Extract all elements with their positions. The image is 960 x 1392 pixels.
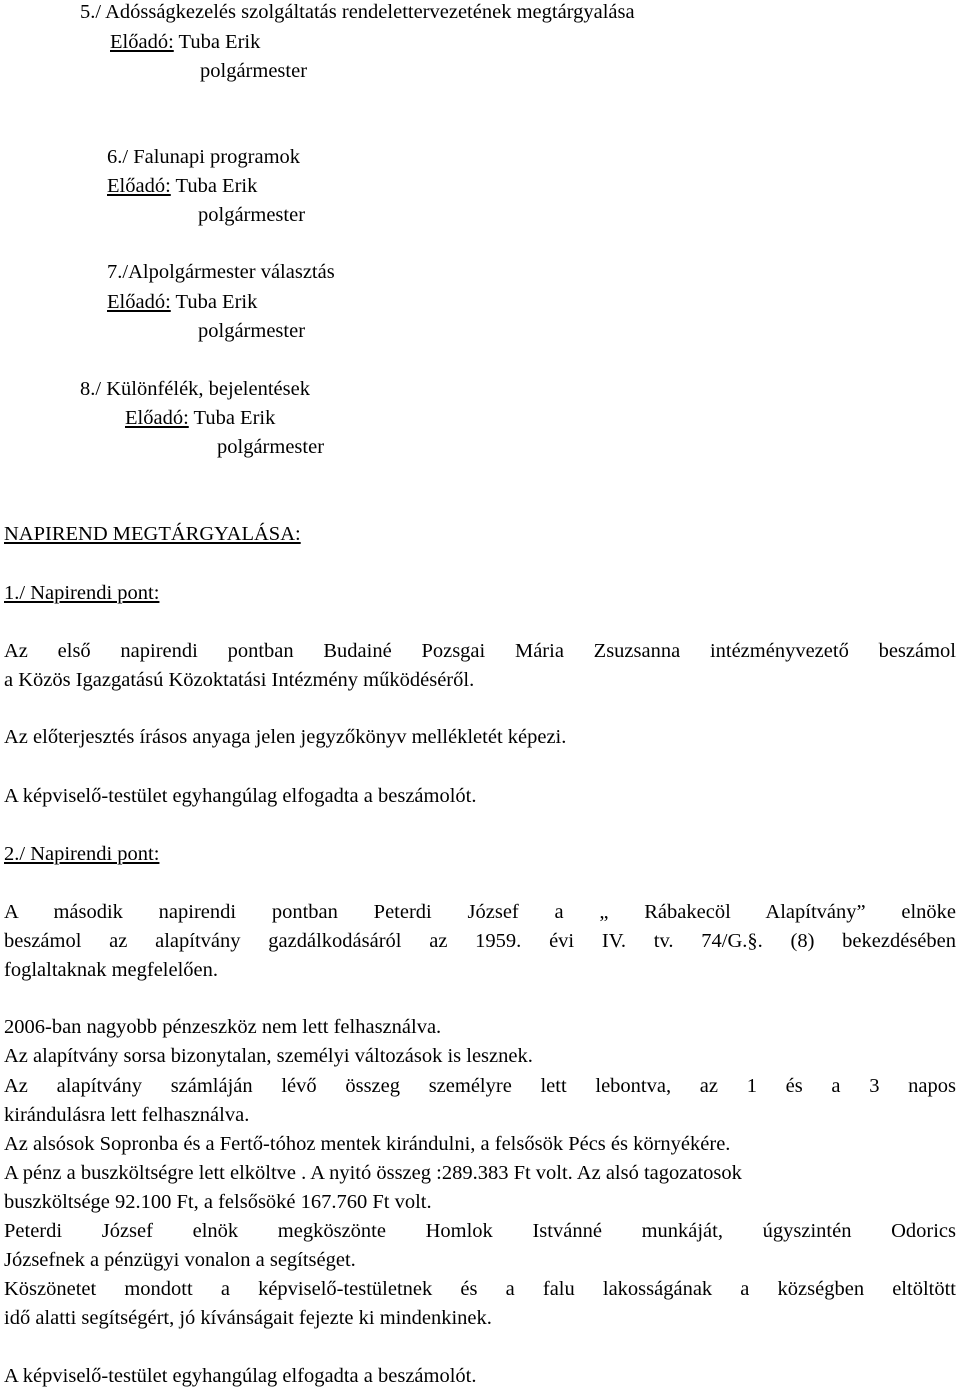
agenda-item-6-role: polgármester xyxy=(198,204,306,226)
item-1-paragraph-1-line-2: a Közös Igazgatású Közoktatási Intézmény működéséről. xyxy=(4,669,475,691)
item-2-paragraph-2-line-3: Az alapítvány számláján lévő összeg személyre lett lebontva, az 1 és a 3 napos xyxy=(4,1075,956,1097)
item-2-paragraph-2-line-9: Józsefnek a pénzügyi vonalon a segítséget. xyxy=(4,1249,356,1271)
item-2-paragraph-2-line-5: Az alsósok Sopronba és a Fertő-tóhoz mentek kirándulni, a felsősök Pécs és környékére. xyxy=(4,1133,731,1155)
item-1-resolution: A képviselő-testület egyhangúlag elfogadta a beszámolót. xyxy=(4,785,477,807)
item-2-paragraph-2-line-7: buszköltsége 92.100 Ft, a felsősöké 167.760 Ft volt. xyxy=(4,1191,432,1213)
presenter-label: Előadó: xyxy=(110,31,174,53)
presenter-name: Tuba Erik xyxy=(188,407,276,429)
agenda-item-5-presenter xyxy=(110,32,260,53)
presenter-name: Tuba Erik xyxy=(170,291,258,313)
agenda-item-6-title: 6./ Falunapi programok xyxy=(107,146,301,168)
agenda-item-5-title: 5./ Adósságkezelés szolgáltatás rendelettervezetének megtárgyalása xyxy=(80,1,635,23)
agenda-item-8-presenter xyxy=(125,408,275,429)
item-2-paragraph-1-line-3: foglaltaknak megfelelően. xyxy=(4,959,219,981)
item-2-paragraph-1-line-2: beszámol az alapítvány gazdálkodásáról az 1959. évi IV. tv. 74/G.§. (8) bekezdésében xyxy=(4,930,956,952)
agenda-item-5-role: polgármester xyxy=(200,60,308,82)
item-2-paragraph-2-line-1: 2006-ban nagyobb pénzeszköz nem lett felhasználva. xyxy=(4,1016,442,1038)
item-2-heading: 2./ Napirendi pont: xyxy=(4,843,160,865)
item-2-paragraph-2-line-6: A pénz a buszköltségre lett elköltve . A nyitó összeg :289.383 Ft volt. Az alsó tagozatosok xyxy=(4,1162,742,1184)
item-2-paragraph-1-line-1: A második napirendi pontban Peterdi József a „ Rábakecöl Alapítvány” elnöke xyxy=(4,901,956,923)
agenda-item-6-presenter xyxy=(107,176,257,197)
presenter-label: Előadó: xyxy=(125,407,189,429)
presenter-label: Előadó: xyxy=(107,175,171,197)
item-1-paragraph-2: Az előterjesztés írásos anyaga jelen jegyzőkönyv mellékletét képezi. xyxy=(4,726,567,748)
item-2-paragraph-2-line-8: Peterdi József elnök megköszönte Homlok Istvánné munkáját, úgyszintén Odorics xyxy=(4,1220,956,1242)
agenda-item-8-role: polgármester xyxy=(217,436,325,458)
agenda-item-8-title: 8./ Különfélék, bejelentések xyxy=(80,378,310,400)
item-2-paragraph-2-line-2: Az alapítvány sorsa bizonytalan, személyi változások is lesznek. xyxy=(4,1045,533,1067)
agenda-item-7-role: polgármester xyxy=(198,320,306,342)
item-2-paragraph-2-line-4: kirándulásra lett felhasználva. xyxy=(4,1104,250,1126)
presenter-name: Tuba Erik xyxy=(170,175,258,197)
agenda-item-7-presenter xyxy=(107,292,257,313)
agenda-item-7-title: 7./Alpolgármester választás xyxy=(107,261,335,283)
item-1-paragraph-1-line-1: Az első napirendi pontban Budainé Pozsgai Mária Zsuzsanna intézményvezető beszámol xyxy=(4,640,956,662)
section-heading: NAPIREND MEGTÁRGYALÁSA: xyxy=(4,523,301,545)
presenter-label: Előadó: xyxy=(107,291,171,313)
item-2-paragraph-2-line-10: Köszönetet mondott a képviselő-testületnek és a falu lakosságának a községben eltöltött xyxy=(4,1278,956,1300)
presenter-name: Tuba Erik xyxy=(173,31,261,53)
item-2-paragraph-2-line-11: idő alatti segítségért, jó kívánságait fejezte ki mindenkinek. xyxy=(4,1307,492,1329)
item-2-resolution: A képviselő-testület egyhangúlag elfogadta a beszámolót. xyxy=(4,1365,477,1387)
item-1-heading: 1./ Napirendi pont: xyxy=(4,582,160,604)
